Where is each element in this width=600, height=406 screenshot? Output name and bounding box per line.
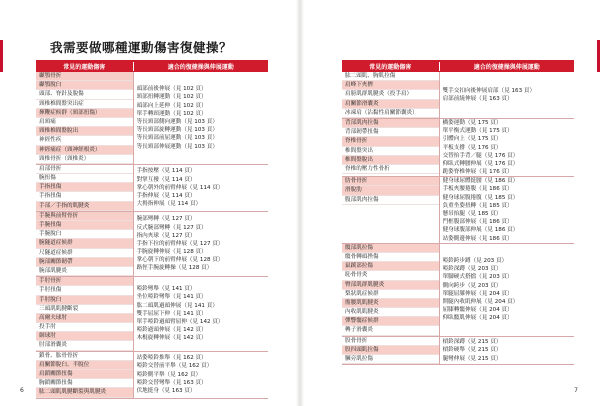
exercise-list xyxy=(134,352,268,398)
exercise-item: 啞鈴跨步蹲（見 203 頁） xyxy=(442,257,508,264)
injury-item: 髖部肌拉傷 xyxy=(342,244,439,253)
exercise-item: 等長頸部前屈運動（見 103 頁） xyxy=(136,135,218,142)
exercise-list xyxy=(440,177,574,243)
exercise-item: 腿彎伸展（見 215 頁） xyxy=(442,355,502,362)
injury-item: 梨狀肌症候群 xyxy=(342,290,439,299)
exercise-item: 屈膝轉髖伸展（見 204 頁） xyxy=(442,307,513,314)
injury-item: 背部肌肉拉傷 xyxy=(342,119,439,128)
injury-item: 頸椎椎間盤脫出 xyxy=(36,127,133,136)
exercise-item: 橋姿運動（見 175 頁） xyxy=(442,119,502,126)
injury-item: 手指扭傷 xyxy=(36,183,133,192)
right-page-number: 7 xyxy=(574,387,578,394)
injury-group xyxy=(36,352,268,399)
injury-item: 脊椎的壓力性骨折 xyxy=(342,165,439,174)
injury-item: 手肘扭傷 xyxy=(36,286,133,295)
right-table-body xyxy=(342,72,574,365)
injury-item: 頸椎椎間盤突出症 xyxy=(36,100,133,109)
exercise-column-header: 適合的復健操與伸展運動 xyxy=(167,63,234,71)
exercise-item: 對掌互撥（見 114 頁） xyxy=(136,176,196,183)
exercise-item: 肱二頭肌過頭伸展（見 141 頁） xyxy=(136,302,218,309)
exercise-item: 仰臥髖肌伸展（見 204 頁） xyxy=(442,315,513,322)
exercise-item: 掌心朝下的前臂伸展（見 128 頁） xyxy=(136,257,224,264)
exercise-item: 掌心朝外的前臂伸展（見 114 頁） xyxy=(136,184,224,191)
injury-item: 腕隧道症候群 xyxy=(36,239,133,248)
injury-list xyxy=(342,244,440,336)
injury-item: 椎間盤突出 xyxy=(342,147,439,156)
injury-item: 肱二頭肌、胸肌拉傷 xyxy=(342,72,439,81)
injury-list xyxy=(36,72,134,164)
injury-item: 手肘骨折 xyxy=(36,277,133,286)
injury-item: 股骨骨折 xyxy=(342,337,439,346)
injury-item: 內收肌肌腱炎 xyxy=(342,308,439,317)
injury-item: 膕旁肌拉傷 xyxy=(342,355,439,364)
exercise-item: 跪姿脊椎伸展（見 176 頁） xyxy=(442,169,513,176)
exercise-item: 肩部前繞伸展（見 163 頁） xyxy=(442,95,513,102)
exercise-item: 頸部扭轉運動（見 102 頁） xyxy=(136,94,207,101)
table-header xyxy=(36,60,268,72)
injury-item: 顳顎骨折 xyxy=(36,72,133,81)
exercise-item: 啞鈴深蹲（見 203 頁） xyxy=(442,266,502,273)
exercise-list xyxy=(134,72,268,164)
exercise-item: 門框腹部伸展（見 186 頁） xyxy=(442,219,513,226)
exercise-item: 單平衡式運動（見 175 頁） xyxy=(442,128,513,135)
exercise-item: 伏地挺身（見 163 頁） xyxy=(136,387,196,394)
exercise-item: 雙手屈屈下伸（見 141 頁） xyxy=(136,310,207,317)
injury-item: 椎間盤脫出 xyxy=(342,156,439,165)
injury-item: 手腕脫臼 xyxy=(36,230,133,239)
right-page xyxy=(300,0,600,406)
injury-item: 尺隧道症候群 xyxy=(36,249,133,258)
injury-item: 髖骨轉頭挫傷 xyxy=(342,253,439,262)
injury-item: 背部韌帶扭傷 xyxy=(342,128,439,137)
exercise-item: 手板夾腰捲腹（見 186 頁） xyxy=(442,186,513,193)
injury-item: 股四頭肌拉傷 xyxy=(342,346,439,355)
injury-item: 彈響髖症候群 xyxy=(342,317,439,326)
injury-item: 髂腰肌肌腱炎 xyxy=(342,299,439,308)
right-injury-table xyxy=(342,60,574,365)
injury-item: 臀部肌群肌腱炎 xyxy=(342,281,439,290)
injury-item: 投手肘 xyxy=(36,323,133,332)
exercise-list xyxy=(134,212,268,276)
exercise-item: 頭部向上延伸（見 102 頁） xyxy=(136,102,207,109)
injury-item: 腹部肌肉拉傷 xyxy=(342,196,439,205)
injury-list xyxy=(36,165,134,211)
exercise-item: 等長頸部伸展運動（見 103 頁） xyxy=(136,143,218,150)
injury-item: 肩鎖關節扭傷 xyxy=(36,370,133,379)
exercise-item: 健身球屈體挺腰（見 186 頁） xyxy=(442,178,519,185)
exercise-item: 引體向上（見 175 頁） xyxy=(442,136,502,143)
injury-item: 頭部、脊針及脫傷 xyxy=(36,90,133,99)
exercise-item: 健身球屈腹捲腹（見 185 頁） xyxy=(442,194,519,201)
injury-item: 手腕扭傷 xyxy=(36,221,133,230)
injury-item: 胸鎖關節扭傷 xyxy=(36,379,133,388)
injury-group xyxy=(36,277,268,352)
exercise-list xyxy=(134,165,268,211)
exercise-list xyxy=(440,244,574,336)
book-gutter xyxy=(296,0,304,406)
injury-group xyxy=(342,177,574,244)
injury-item: 轉子滑囊炎 xyxy=(342,326,439,335)
injury-item: 手腕與前臂骨折 xyxy=(36,212,133,221)
injury-item: 肩關節滑囊炎 xyxy=(342,100,439,109)
exercise-item: 啞鈴交替彎舉（見 163 頁） xyxy=(136,379,207,386)
exercise-item: 手指伸展（見 114 頁） xyxy=(136,192,196,199)
injury-group xyxy=(36,212,268,277)
injury-item: 冰凍肩（沾黏性肩關節囊炎） xyxy=(342,109,439,118)
injury-item: 手肘脫臼 xyxy=(36,296,133,305)
exercise-column-header: 適合的復健操與伸展運動 xyxy=(473,63,540,71)
exercise-list xyxy=(440,72,574,118)
exercise-item: 啞鈴過頭伸展（見 142 頁） xyxy=(136,327,207,334)
injury-item: 頸椎骨折（頸椎炎） xyxy=(36,155,133,164)
exercise-item: 啞鈴側平舉（見 162 頁） xyxy=(136,371,202,378)
exercise-item: 單手轉頸運動（見 102 頁） xyxy=(136,110,207,117)
injury-list xyxy=(36,277,134,351)
injury-item: 手部／手指的肌腱炎 xyxy=(36,202,133,211)
exercise-item: 開腿內收肌伸展（見 204 頁） xyxy=(442,298,519,305)
exercise-item: 單手啞鈴過頭臂屈伸（見 142 頁） xyxy=(136,318,224,325)
injury-group xyxy=(36,165,268,212)
injury-list xyxy=(342,177,440,243)
injury-item: 脊椎骨折 xyxy=(342,137,439,146)
injury-item: 顳顎脫臼 xyxy=(36,81,133,90)
exercise-item: 路徑手腕旋轉操（見 128 頁） xyxy=(136,265,213,272)
exercise-item: 平板支撐（見 176 頁） xyxy=(442,144,502,151)
exercise-item: 雙手交扣向後伸展肩部（見 163 頁） xyxy=(442,87,536,94)
injury-column-header: 常見的運動傷害 xyxy=(36,62,134,71)
injury-item: 揮鞭症候群（頸部扭傷） xyxy=(36,109,133,118)
injury-item: 高爾夫球肘 xyxy=(36,314,133,323)
exercise-item: 仰臥式轉腰伸展（見 176 頁） xyxy=(442,160,519,167)
exercise-list xyxy=(134,277,268,351)
exercise-item: 側向跨步（見 203 頁） xyxy=(442,282,502,289)
exercise-item: 等長頸部旋轉運動（見 103 頁） xyxy=(136,127,218,134)
exercise-item: 健身球腹部伸展（見 186 頁） xyxy=(442,227,519,234)
injury-group xyxy=(342,119,574,177)
injury-item: 肩部骨折 xyxy=(36,165,133,174)
left-edge-accent xyxy=(0,40,3,72)
injury-list xyxy=(342,119,440,176)
exercise-item: 等長頸部側向運動（見 103 頁） xyxy=(136,118,218,125)
injury-item: 恥骨骨炎 xyxy=(342,271,439,280)
injury-item: 鼠蹊部拉傷 xyxy=(342,262,439,271)
exercise-item: 交替抬手背／腿（見 176 頁） xyxy=(442,152,519,159)
exercise-item: 手指按壓（見 114 頁） xyxy=(136,168,196,175)
injury-group xyxy=(342,72,574,119)
exercise-item: 懸吊抬腿（見 185 頁） xyxy=(442,211,502,217)
exercise-item: 單腳硬式搭擋（見 203 頁） xyxy=(442,274,513,281)
injury-item: 三頭肌肌腱斷裂 xyxy=(36,305,133,314)
exercise-item: 站姿側邊伸展（見 186 頁） xyxy=(442,235,513,242)
injury-column-header: 常見的運動傷害 xyxy=(342,62,440,71)
exercise-item: 站姿啞鈴推舉（見 162 頁） xyxy=(136,355,207,362)
exercise-item: 負重坐姿扭轉（見 185 頁） xyxy=(442,202,513,209)
injury-item: 腕扭傷 xyxy=(36,174,133,183)
exercise-item: 單腿屈膝伸展（見 204 頁） xyxy=(442,290,513,297)
injury-item: 神經性疾 xyxy=(36,136,133,145)
injury-list xyxy=(36,352,134,398)
exercise-item: 手腕旋轉伸展（見 128 頁） xyxy=(136,249,207,256)
injury-item: 肱二頭肌肌腱斷裂與肌腱炎 xyxy=(36,388,133,397)
exercise-item: 指內夾球（見 127 頁） xyxy=(136,232,196,239)
exercise-item: 大拇指伸展（見 114 頁） xyxy=(136,201,202,208)
left-table-body xyxy=(36,72,268,399)
injury-item: 肘部滑囊炎 xyxy=(36,341,133,350)
injury-item: 網球肘 xyxy=(36,332,133,341)
exercise-item: 啞鈴彎舉（見 141 頁） xyxy=(136,286,196,293)
exercise-list xyxy=(440,119,574,176)
exercise-item: 木棍旋轉伸展（見 142 頁） xyxy=(136,335,207,342)
injury-item: 神經痛症（頸神經根炎） xyxy=(36,146,133,155)
exercise-item: 槓鈴深蹲（見 215 頁） xyxy=(442,339,502,346)
injury-item: 肋骨骨折 xyxy=(342,177,439,186)
exercise-list xyxy=(440,337,574,365)
injury-group xyxy=(342,337,574,366)
left-injury-table xyxy=(36,60,268,399)
exercise-item: 反式腕部彎轉（見 127 頁） xyxy=(136,224,207,231)
exercise-item: 啞鈴交替前平舉（見 162 頁） xyxy=(136,363,213,370)
exercise-item: 手指下拉的前臂伸展（見 127 頁） xyxy=(136,240,224,247)
injury-item: 肩膀肌群肌腱炎（投手肩） xyxy=(342,90,439,99)
page-title: 我需要做哪種運動傷害復健操？ xyxy=(50,40,233,55)
injury-item: 腕部關節韌帶 xyxy=(36,258,133,267)
left-page-number: 6 xyxy=(20,387,24,394)
injury-group xyxy=(36,72,268,165)
injury-item: 滑脫肋 xyxy=(342,186,439,195)
injury-item: 腕部肌腱炎 xyxy=(36,267,133,276)
exercise-item: 腕部彎轉（見 127 頁） xyxy=(136,216,196,223)
exercise-item: 頭部前後伸展（見 102 頁） xyxy=(136,86,207,93)
injury-list xyxy=(342,72,440,118)
injury-item: 肩峰下夾擠 xyxy=(342,81,439,90)
table-header xyxy=(342,60,574,72)
injury-list xyxy=(342,337,440,365)
injury-group xyxy=(342,244,574,337)
injury-item: 肩頸痛 xyxy=(36,118,133,127)
injury-item: 肩關節脫臼、半脫位 xyxy=(36,361,133,370)
exercise-item: 坐位啞鈴彎舉（見 141 頁） xyxy=(136,294,207,301)
injury-item: 手指扭傷 xyxy=(36,192,133,201)
exercise-item: 槓鈴硬舉（見 215 頁） xyxy=(442,347,502,354)
injury-list xyxy=(36,212,134,276)
injury-item: 鎖骨、肱骨骨折 xyxy=(36,352,133,361)
